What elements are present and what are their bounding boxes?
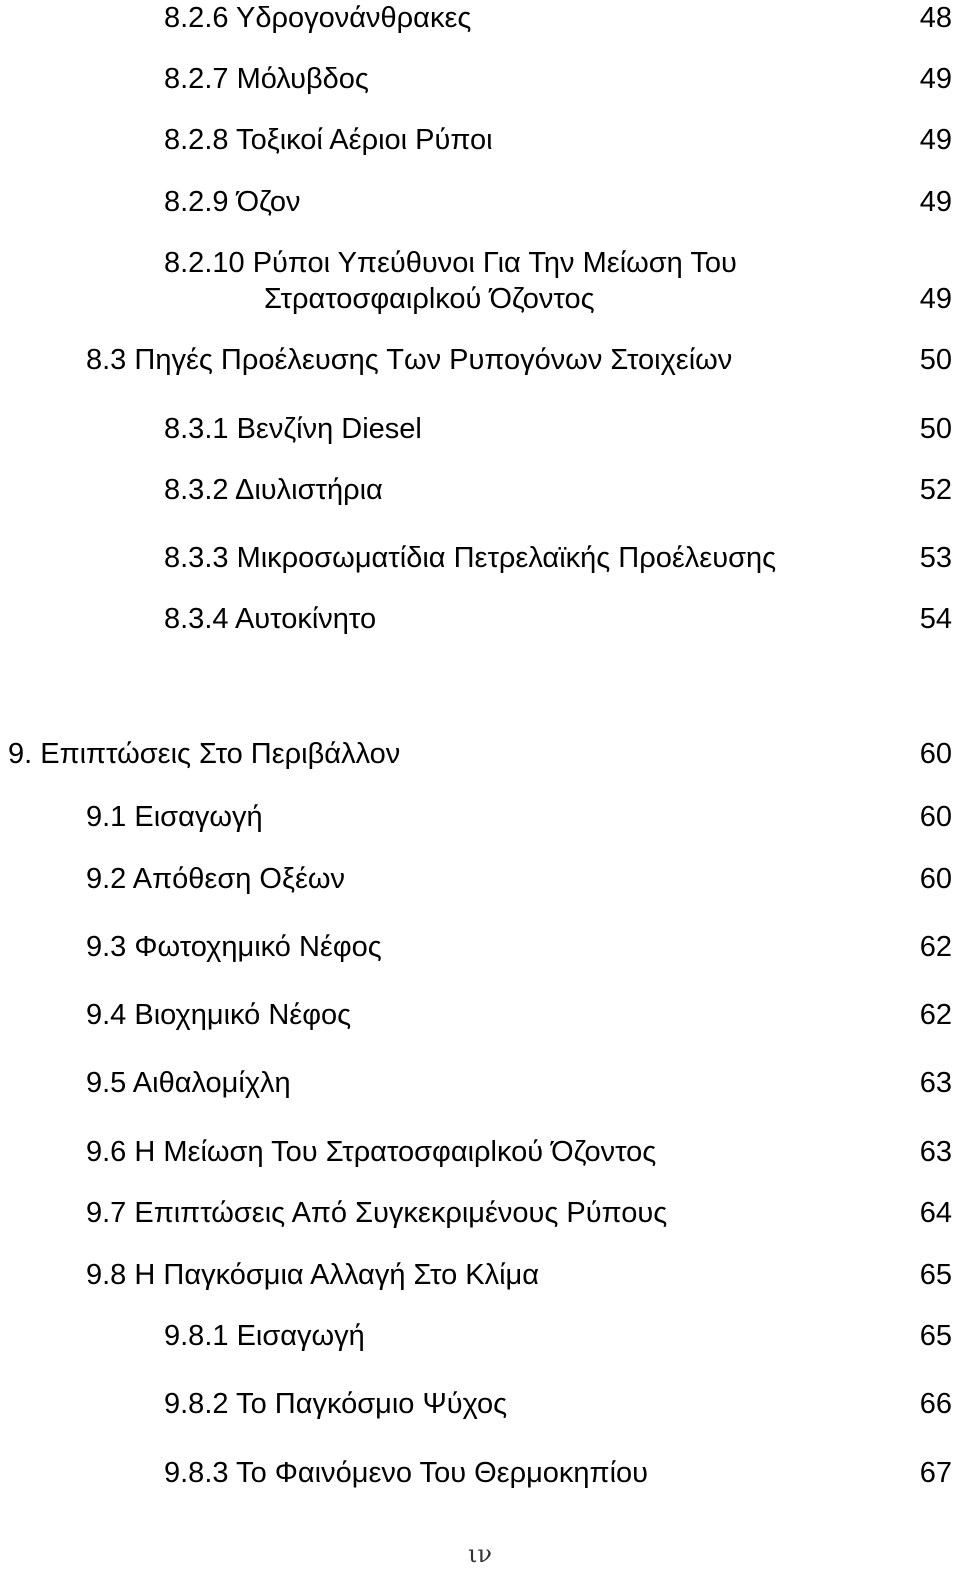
toc-entry-page: 66 bbox=[919, 1388, 952, 1420]
toc-entry-page: 62 bbox=[919, 931, 952, 963]
toc-entry-9-3[interactable] bbox=[0, 931, 960, 971]
toc-entry-title: Μικροσωματίδια Πετρελαϊκής Προέλευσης bbox=[236, 542, 777, 574]
toc-entry-title: Η Παγκόσμια Αλλαγή Στο Κλίμα bbox=[134, 1259, 540, 1291]
toc-entry-label bbox=[86, 801, 263, 833]
toc-entry-title: Επιπτώσεις Στο Περιβάλλον bbox=[40, 738, 401, 770]
toc-entry-title: Απόθεση Οξέων bbox=[132, 863, 346, 895]
toc-entry-number: 9.1 bbox=[86, 801, 127, 833]
toc-entry-9-7[interactable] bbox=[0, 1197, 960, 1237]
toc-entry-number: 9. bbox=[8, 738, 33, 770]
toc-entry-9-8-3[interactable] bbox=[0, 1457, 960, 1497]
toc-entry-label bbox=[86, 931, 382, 963]
toc-entry-9-8-1[interactable] bbox=[0, 1320, 960, 1360]
toc-entry-8-2-7[interactable] bbox=[0, 63, 960, 103]
toc-entry-page: 49 bbox=[919, 283, 952, 315]
toc-entry-label bbox=[164, 186, 301, 218]
toc-entry-label bbox=[164, 1457, 648, 1489]
toc-entry-label bbox=[86, 344, 732, 376]
toc-entry-label bbox=[86, 999, 351, 1031]
toc-entry-9-6[interactable] bbox=[0, 1136, 960, 1176]
toc-entry-label bbox=[164, 1320, 365, 1352]
toc-entry-number: 8.3.3 bbox=[164, 542, 229, 574]
toc-entry-8-3-4[interactable] bbox=[0, 603, 960, 643]
toc-entry-label bbox=[164, 603, 376, 635]
toc-entry-page: 49 bbox=[919, 63, 952, 95]
toc-entry-title: Όζον bbox=[236, 186, 301, 218]
toc-entry-label bbox=[164, 247, 737, 279]
toc-entry-title: Φωτοχημικό Νέφος bbox=[134, 931, 382, 963]
toc-entry-title: Τοξικοί Αέριοι Ρύποι bbox=[236, 124, 493, 156]
toc-entry-number: 8.3.4 bbox=[164, 603, 229, 635]
toc-entry-9[interactable] bbox=[0, 738, 960, 778]
toc-entry-title: Εισαγωγή bbox=[134, 801, 263, 833]
toc-entry-number: 9.8.3 bbox=[164, 1457, 229, 1489]
toc-entry-number: 9.8.2 bbox=[164, 1388, 229, 1420]
toc-entry-title: Βενζίνη Diesel bbox=[236, 413, 422, 445]
toc-entry-label bbox=[86, 1197, 667, 1229]
toc-entry-number: 8.2.9 bbox=[164, 186, 229, 218]
toc-entry-page: 65 bbox=[919, 1259, 952, 1291]
toc-entry-title: Η Μείωση Του Στρατοσφαιρlκού Όζοντος bbox=[134, 1136, 657, 1168]
toc-entry-number: 9.2 bbox=[86, 863, 127, 895]
toc-entry-title: Το Φαινόμενο Του Θερμοκηπίου bbox=[236, 1457, 648, 1489]
toc-entry-number: 8.3.2 bbox=[164, 474, 229, 506]
toc-entry-title: Υδρογονάνθρακες bbox=[236, 2, 472, 34]
toc-entry-9-5[interactable] bbox=[0, 1067, 960, 1107]
toc-entry-label bbox=[164, 63, 369, 95]
toc-entry-page: 50 bbox=[919, 344, 952, 376]
toc-entry-label bbox=[86, 1067, 291, 1099]
toc-entry-number: 9.3 bbox=[86, 931, 127, 963]
toc-entry-label bbox=[164, 474, 383, 506]
toc-entry-9-8[interactable] bbox=[0, 1259, 960, 1299]
toc-entry-title: Αυτοκίνητο bbox=[234, 603, 377, 635]
toc-entry-9-1[interactable] bbox=[0, 801, 960, 841]
toc-entry-label bbox=[86, 1136, 656, 1168]
toc-entry-page: 63 bbox=[919, 1136, 952, 1168]
toc-entry-number: 8.2.6 bbox=[164, 2, 229, 34]
toc-entry-page: 65 bbox=[919, 1320, 952, 1352]
toc-entry-number: 8.2.8 bbox=[164, 124, 229, 156]
toc-entry-page: 54 bbox=[919, 603, 952, 635]
toc-entry-page: 49 bbox=[919, 124, 952, 156]
toc-entry-page: 60 bbox=[919, 863, 952, 895]
toc-entry-title: Διυλιστήρια bbox=[234, 474, 383, 506]
toc-entry-label bbox=[164, 1388, 507, 1420]
toc-entry-label bbox=[164, 124, 493, 156]
toc-entry-number: 9.6 bbox=[86, 1136, 127, 1168]
toc-entry-number: 9.5 bbox=[86, 1067, 127, 1099]
toc-entry-number: 9.4 bbox=[86, 999, 127, 1031]
toc-entry-title-continuation: Στρατοσφαιρlκού Όζοντος bbox=[264, 283, 595, 315]
toc-entry-9-2[interactable] bbox=[0, 863, 960, 903]
toc-entry-number: 9.7 bbox=[86, 1197, 127, 1229]
page-number: ιν bbox=[468, 1540, 492, 1568]
toc-entry-8-2-8[interactable] bbox=[0, 124, 960, 164]
toc-entry-8-3-2[interactable] bbox=[0, 474, 960, 514]
toc-entry-9-4[interactable] bbox=[0, 999, 960, 1039]
toc-entry-number: 9.8.1 bbox=[164, 1320, 229, 1352]
toc-entry-page: 52 bbox=[919, 474, 952, 506]
toc-entry-page: 63 bbox=[919, 1067, 952, 1099]
toc-entry-page: 48 bbox=[919, 2, 952, 34]
toc-entry-number: 8.2.10 bbox=[164, 247, 245, 279]
toc-entry-page: 60 bbox=[919, 801, 952, 833]
toc-entry-page: 62 bbox=[919, 999, 952, 1031]
toc-entry-label bbox=[86, 1259, 539, 1291]
toc-entry-label bbox=[8, 738, 400, 770]
toc-entry-8-3-1[interactable] bbox=[0, 413, 960, 453]
toc-entry-label bbox=[86, 863, 345, 895]
toc-entry-page: 64 bbox=[919, 1197, 952, 1229]
toc-entry-page: 49 bbox=[919, 186, 952, 218]
toc-entry-page: 60 bbox=[919, 738, 952, 770]
toc-entry-8-2-9[interactable] bbox=[0, 186, 960, 226]
toc-entry-title: Μόλυβδος bbox=[236, 63, 369, 95]
toc-entry-page: 67 bbox=[919, 1457, 952, 1489]
toc-entry-title: Πηγές Προέλευσης Των Ρυπογόνων Στοιχείων bbox=[134, 344, 733, 376]
toc-entry-page: 50 bbox=[919, 413, 952, 445]
toc-entry-label bbox=[164, 2, 471, 34]
toc-entry-8-2-6[interactable] bbox=[0, 2, 960, 42]
toc-entry-title: Επιπτώσεις Από Συγκεκριμένους Ρύπους bbox=[134, 1197, 668, 1229]
toc-entry-8-3-3[interactable] bbox=[0, 542, 960, 582]
toc-entry-title: Βιοχημικό Νέφος bbox=[134, 999, 352, 1031]
toc-entry-title: Εισαγωγή bbox=[236, 1320, 365, 1352]
toc-entry-page: 53 bbox=[919, 542, 952, 574]
toc-entry-number: 8.3 bbox=[86, 344, 127, 376]
toc-entry-number: 8.2.7 bbox=[164, 63, 229, 95]
toc-entry-label bbox=[164, 542, 776, 574]
toc-entry-title: Το Παγκόσμιο Ψύχος bbox=[236, 1388, 508, 1420]
toc-entry-title: Ρύποι Υπεύθυνοι Για Την Μείωση Του bbox=[252, 247, 737, 279]
toc-entry-8-3[interactable] bbox=[0, 344, 960, 384]
toc-entry-number: 9.8 bbox=[86, 1259, 127, 1291]
toc-entry-9-8-2[interactable] bbox=[0, 1388, 960, 1428]
toc-entry-8-2-10[interactable] bbox=[0, 247, 960, 323]
toc-entry-title: Αιθαλομίχλη bbox=[132, 1067, 291, 1099]
toc-entry-label bbox=[164, 413, 422, 445]
toc-entry-number: 8.3.1 bbox=[164, 413, 229, 445]
